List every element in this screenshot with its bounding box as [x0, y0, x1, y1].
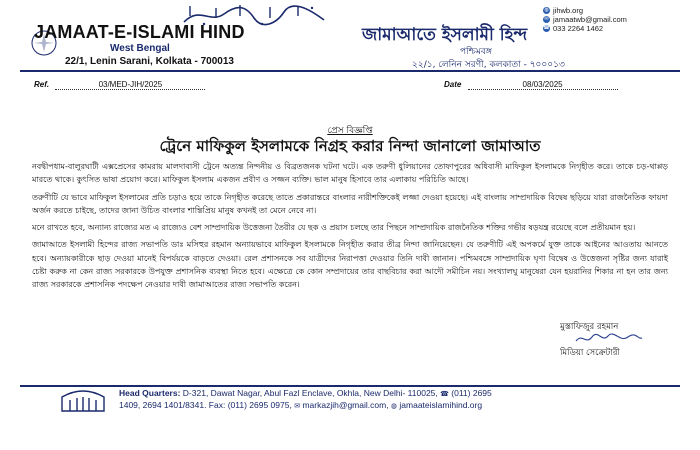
bengali-state: পশ্চিমবঙ্গ — [460, 47, 492, 57]
signatory-title: মিডিয়া সেক্রেটারী — [560, 348, 620, 358]
globe-icon: ◍ — [544, 7, 549, 13]
english-address: 22/1, Lenin Sarani, Kolkata - 700013 — [65, 56, 234, 67]
ref-value: 03/MED-JIH/2025 — [55, 80, 205, 90]
hq-email[interactable]: markazjih@gmail.com — [302, 400, 387, 410]
header-divider — [20, 70, 680, 72]
email-icon: ✉ — [294, 403, 301, 410]
paragraph: নবদ্বীপধাম-বালুরঘাটী এক্সপ্রেসের কামরায় মালদাবাসী ট্রেনে অত্যন্ত নিন্দনীয় ও বিব্রতজনক ঘটনা ঘটে। এক তরুণী ধুলিয়ানের তোফাপুরের অধিবাসী মাফিকুল ইসলামকে নিগৃহীত করে। তাকে চড়-থাপ্পড় মারতে থাকে। কুৎসিত ভাষা প্রয়োগ করে। মাফিকুল ইসলাম একজন প্রবীণ ও সজ্জন ব্যক্তি। ভাল মানুষ হিসাবে তার এলাকায় পরিচিতি আছে। — [32, 162, 668, 185]
hq-phone: (011) 2695 — [451, 388, 492, 398]
headquarters-building-icon — [58, 385, 108, 413]
date-label: Date — [444, 80, 462, 89]
hq-label: Head Quarters: — [119, 388, 181, 398]
email-icon: ✉ — [544, 16, 549, 22]
date-value: 08/03/2025 — [468, 80, 618, 90]
contact-block — [543, 6, 627, 33]
bengali-address: ২২/১, লেনিন সরণী, কলকাতা - ৭০০০১৩ — [412, 60, 565, 70]
english-org-title: JAMAAT-E-ISLAMI HIND — [34, 22, 245, 42]
release-body — [32, 160, 668, 296]
reference-row — [34, 80, 654, 90]
press-release-label: প্রেস বিজ্ঞপ্তি — [327, 126, 373, 136]
globe-icon: ◍ — [390, 403, 398, 410]
email-contact[interactable]: ✉ jamaatwb@gmail.com — [544, 15, 627, 24]
english-state: West Bengal — [110, 43, 170, 54]
paragraph: তরুণীটি যে ভাবে মাফিকুল ইসলামের প্রতি চড়াও হয়ে তাকে নিগৃহীত করেছে তাতে প্রকারান্তরে বাংলার নারীশক্তিকেই লজ্জা দেওয়া হয়েছে। এই বাংলায় সাম্প্রদায়িক বিদ্বেষ ছড়িয়ে যারা রাজনৈতিক ফায়দা অর্জন করতে চাইছে, তাদের জানা উচিত বাংলার শান্তিপ্রিয় মানুষ কখনই তা মেনে নেবে না। — [32, 192, 668, 215]
hq-phone-fax: 1409, 2694 1401/8341. Fax: (011) 2695 0975, — [119, 400, 292, 410]
paragraph: মনে রাখতে হবে, অন্যান্য রাজ্যের মত এ রাজ্যেও বেশ সাম্প্রদায়িক উত্তেজনা তৈরীর যে ছক ও প্রয়াস চলছে তার পিছনে সাম্প্রদায়িক রাজনৈতিক শক্তির গভীর ষড়যন্ত্র রয়েছে বলে প্রতীয়মান হয়। — [32, 223, 636, 233]
website-contact[interactable]: ◍ jihwb.org — [544, 6, 584, 15]
ref-label: Ref. — [34, 80, 50, 89]
phone-icon: ☎ — [440, 391, 449, 398]
hq-address-line: D-321, Dawat Nagar, Abul Fazl Enclave, Okhla, New Delhi- 110025, — [182, 388, 438, 398]
phone-icon: ☎ — [543, 25, 550, 31]
signatory-name: মুস্তাফিজুর রহমান — [560, 322, 619, 332]
footer-divider — [20, 385, 680, 387]
hq-website[interactable]: jamaateislamihind.org — [399, 400, 483, 410]
phone-contact[interactable]: ☎ 033 2264 1462 — [543, 24, 604, 33]
headline: ট্রেনে মাফিকুল ইসলামকে নিগ্রহ করার নিন্দা জানালো জামাআত — [159, 137, 541, 155]
footer-address: Head Quarters: D-321, Dawat Nagar, Abul Fazl Enclave, Okhla, New Delhi- 110025, ☎ (011) 2695 1409, 2694 1401/8341. Fax: (011) 2695 0975, ✉ markazjih@gmail.com, ◍ jamaateislamihind.org — [119, 388, 492, 410]
bengali-org-title: জামাআতে ইসলামী হিন্দ — [362, 25, 528, 45]
paragraph: জামাআতে ইসলামী হিন্দের রাজ্য সভাপতি ডাঃ মসিহুর রহমান অন্যায়ভাবে মাফিকুল ইসলামকে নিগৃহীত করার তীব্র নিন্দা জানিয়েছেন। যে তরুণীটি এই অপকর্মে যুক্ত তাকে আইনের আওতায় আনতে হবে। অন্যায়কারীকে ছাড় দেওয়া মানেই বিপর্যয়কে বাড়তে দেওয়া। রেল প্রশাসনকে সব যাত্রীদের নিরাপত্তা দেওয়ার তিনি দাবী জানান। পশ্চিমবঙ্গে সাম্প্রদায়িক ঘৃণা বিদ্বেষ ও উত্তেজনা সৃষ্টির জন্য যারাই চেষ্টা করুক না কেন রাজ্য সরকারকে উপযুক্ত প্রশাসনিক ব্যবস্থা নিতে হবে। এক্ষেত্রে কে কোন সম্প্রদায়ের তার বাছবিচার করা আদৌ সমীচিন নয়। সংখ্যালঘু মানুষেরা যেন হয়রানির শিকার না হন তার জন্য রাজ্য সরকারকে প্রশাসনিক পদক্ষেপ নেওয়ার দাবী জামাআতের রাজ্য সভাপতি করেন। — [32, 240, 668, 290]
handwritten-signature — [574, 331, 644, 345]
